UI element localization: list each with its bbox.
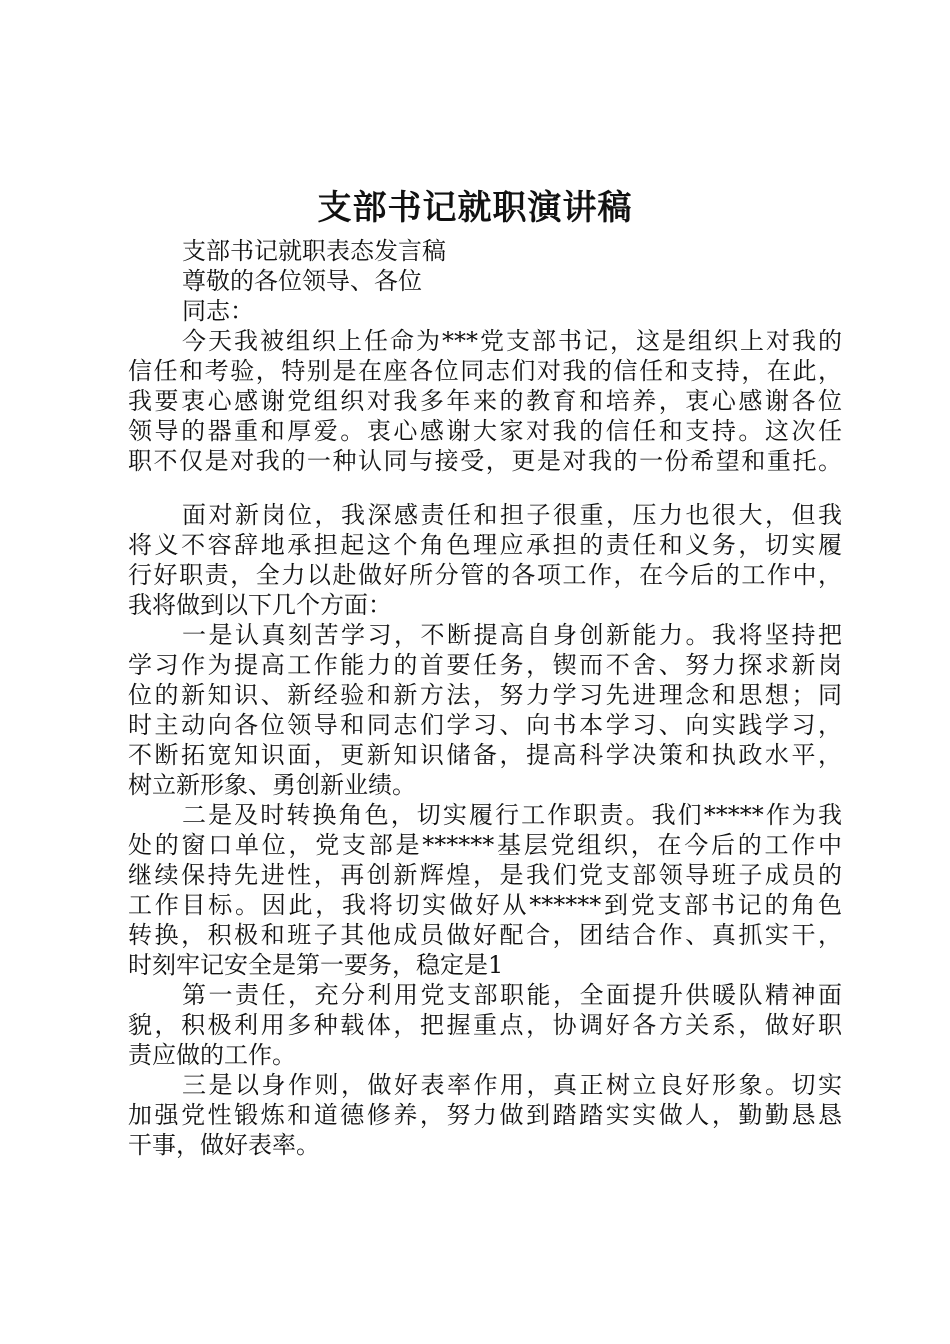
- paragraph-line: 第一责任，充分利用党支部职能，全面提升供暖队精神面: [182, 981, 842, 1009]
- paragraph-line: 责应做的工作。: [128, 1041, 296, 1069]
- paragraph-line: 二是及时转换角色，切实履行工作职责。我们*****作为我: [182, 801, 842, 829]
- paragraph-line: 学习作为提高工作能力的首要任务，锲而不舍、努力探求新岗: [128, 651, 842, 679]
- document-body: [128, 236, 842, 1160]
- paragraph-line: 加强党性锻炼和道德修养，努力做到踏踏实实做人，勤勤恳恳: [128, 1101, 842, 1129]
- paragraph-line: 处的窗口单位，党支部是******基层党组织，在今后的工作中: [128, 831, 842, 859]
- salutation-line: 同志：: [182, 297, 254, 325]
- paragraph-line: 信任和考验，特别是在座各位同志们对我的信任和支持，在此，: [128, 357, 842, 385]
- paragraph-line: 三是以身作则，做好表率作用，真正树立良好形象。切实: [182, 1071, 842, 1099]
- paragraph-line: 面对新岗位，我深感责任和担子很重，压力也很大，但我: [182, 501, 842, 529]
- paragraph-line: 时刻牢记安全是第一要务，稳定是1: [128, 951, 504, 979]
- paragraph-line: 不断拓宽知识面，更新知识储备，提高科学决策和执政水平，: [128, 741, 842, 769]
- paragraph-line: 位的新知识、新经验和新方法，努力学习先进理念和思想；同: [128, 681, 842, 709]
- paragraph-line: 继续保持先进性，再创新辉煌，是我们党支部领导班子成员的: [128, 861, 842, 889]
- paragraph-line: 一是认真刻苦学习，不断提高自身创新能力。我将坚持把: [182, 621, 842, 649]
- paragraph-line: 转换，积极和班子其他成员做好配合，团结合作、真抓实干，: [128, 921, 842, 949]
- paragraph-line: 将义不容辞地承担起这个角色理应承担的责任和义务，切实履: [128, 531, 842, 559]
- paragraph-line: 树立新形象、勇创新业绩。: [128, 771, 416, 799]
- paragraph-line: 行好职责，全力以赴做好所分管的各项工作，在今后的工作中，: [128, 561, 842, 589]
- salutation-line: 尊敬的各位领导、各位: [182, 267, 422, 295]
- document-title: 支部书记就职演讲稿: [317, 188, 633, 228]
- paragraph-line: 工作目标。因此，我将切实做好从******到党支部书记的角色: [128, 891, 842, 919]
- paragraph-line: 干事，做好表率。: [128, 1131, 320, 1159]
- paragraph-gap: [128, 476, 842, 500]
- subtitle-line: 支部书记就职表态发言稿: [182, 237, 446, 265]
- paragraph-line: 时主动向各位领导和同志们学习、向书本学习、向实践学习，: [128, 711, 842, 739]
- paragraph-line: 我要衷心感谢党组织对我多年来的教育和培养，衷心感谢各位: [128, 387, 842, 415]
- paragraph-line: 我将做到以下几个方面：: [128, 591, 392, 619]
- paragraph-line: 领导的器重和厚爱。衷心感谢大家对我的信任和支持。这次任: [128, 417, 842, 445]
- paragraph-line: 职不仅是对我的一种认同与接受，更是对我的一份希望和重托。: [128, 447, 842, 475]
- paragraph-line: 貌，积极利用多种载体，把握重点，协调好各方关系，做好职: [128, 1011, 842, 1039]
- paragraph-line: 今天我被组织上任命为***党支部书记，这是组织上对我的: [182, 327, 842, 355]
